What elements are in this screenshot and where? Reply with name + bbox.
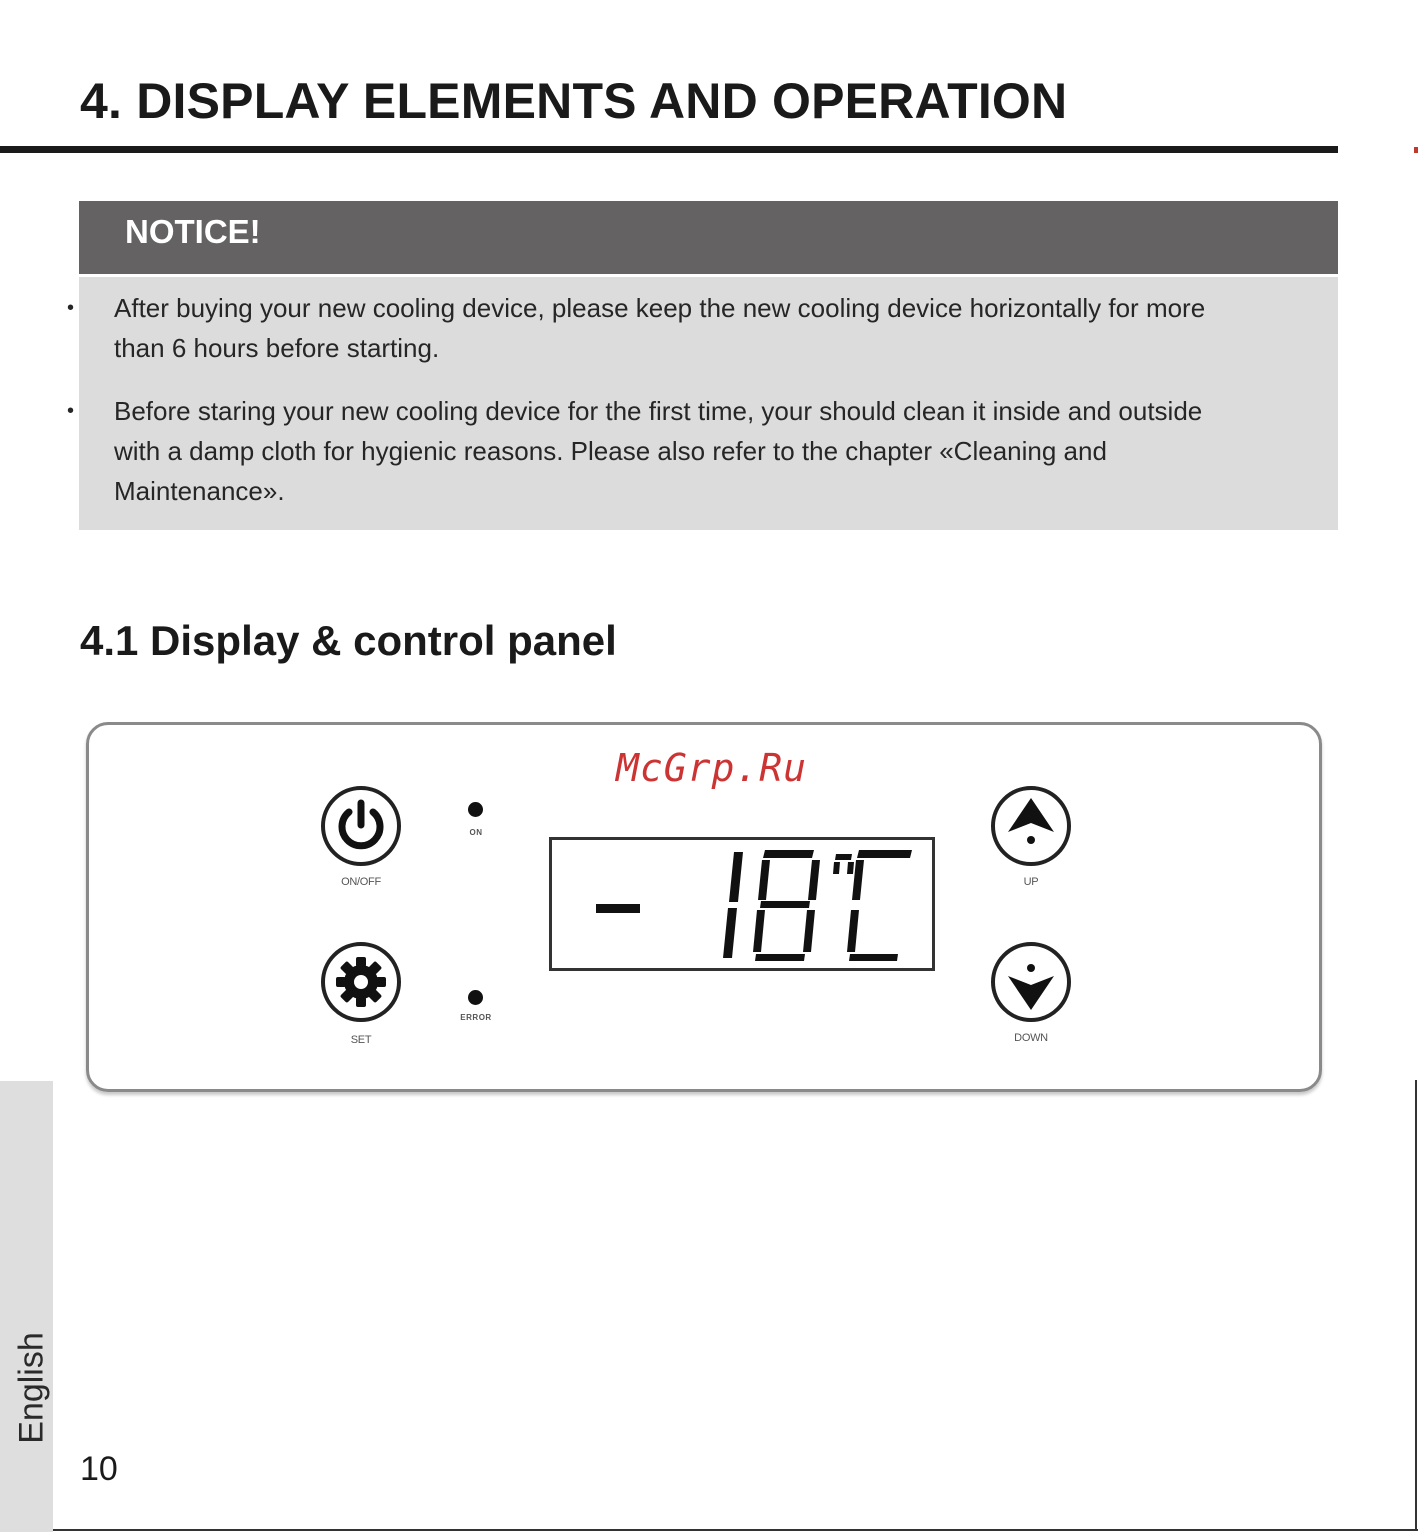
notice-title: NOTICE!: [125, 213, 261, 250]
seven-segment-digits: [552, 840, 932, 968]
gear-icon: [320, 941, 402, 1023]
on-indicator-light: [468, 802, 483, 817]
title-rule: [0, 146, 1338, 153]
down-arrow-icon: [990, 941, 1072, 1023]
notice-item: [67, 288, 1214, 368]
language-label: English: [12, 1332, 51, 1444]
down-button: [990, 941, 1072, 1023]
power-icon: [320, 785, 402, 867]
segment: [763, 850, 814, 858]
page-bottom-border: [53, 1529, 1418, 1531]
segment: [849, 954, 898, 961]
set-button: [320, 941, 402, 1023]
watermark: McGrp.Ru: [616, 746, 808, 790]
down-button-label: DOWN: [1014, 1032, 1048, 1044]
notice-item-text: After buying your new cooling device, please keep the new cooling device horizontally for more than 6 hours before starting.: [114, 293, 1206, 363]
bullet-dot: •: [67, 400, 75, 422]
language-tab: [0, 1081, 53, 1532]
segment: [847, 910, 859, 952]
up-button: [990, 785, 1072, 867]
bullet-dot: •: [67, 297, 75, 319]
segment: [753, 910, 765, 952]
segment: [808, 860, 820, 900]
segment: [729, 852, 743, 902]
segment: [723, 908, 737, 958]
up-button-label: UP: [1023, 876, 1039, 888]
notice-item: [67, 391, 1214, 511]
set-button-label: SET: [350, 1034, 372, 1046]
notice-item-text: Before staring your new cooling device for the first time, your should clean it inside and outside with a damp cloth for hygienic reasons. Please also refer to the chapter «Cleaning and Maintenance».: [114, 396, 1203, 506]
edge-mark: [1414, 147, 1418, 153]
page-number: 10: [80, 1450, 118, 1488]
page-right-border: [1415, 1080, 1417, 1530]
segment: [847, 862, 854, 874]
section-title: 4.1 Display & control panel: [80, 617, 617, 664]
segment: [852, 860, 864, 900]
segment: [803, 910, 815, 952]
up-arrow-icon: [990, 785, 1072, 867]
segment: [760, 901, 810, 908]
error-indicator-label: ERROR: [460, 1013, 492, 1022]
segment: [857, 850, 912, 858]
power-button-label: ON/OFF: [341, 876, 381, 888]
temperature-display: [549, 837, 935, 971]
segment: [755, 954, 805, 961]
page-title: 4. DISPLAY ELEMENTS AND OPERATION: [80, 73, 1068, 129]
minus-segment: [596, 904, 640, 913]
segment: [835, 854, 852, 860]
segment: [833, 862, 840, 874]
notice-header: [79, 201, 1338, 274]
power-button: [320, 785, 402, 867]
error-indicator-light: [468, 990, 483, 1005]
on-indicator-label: ON: [469, 828, 483, 837]
segment: [758, 860, 770, 900]
